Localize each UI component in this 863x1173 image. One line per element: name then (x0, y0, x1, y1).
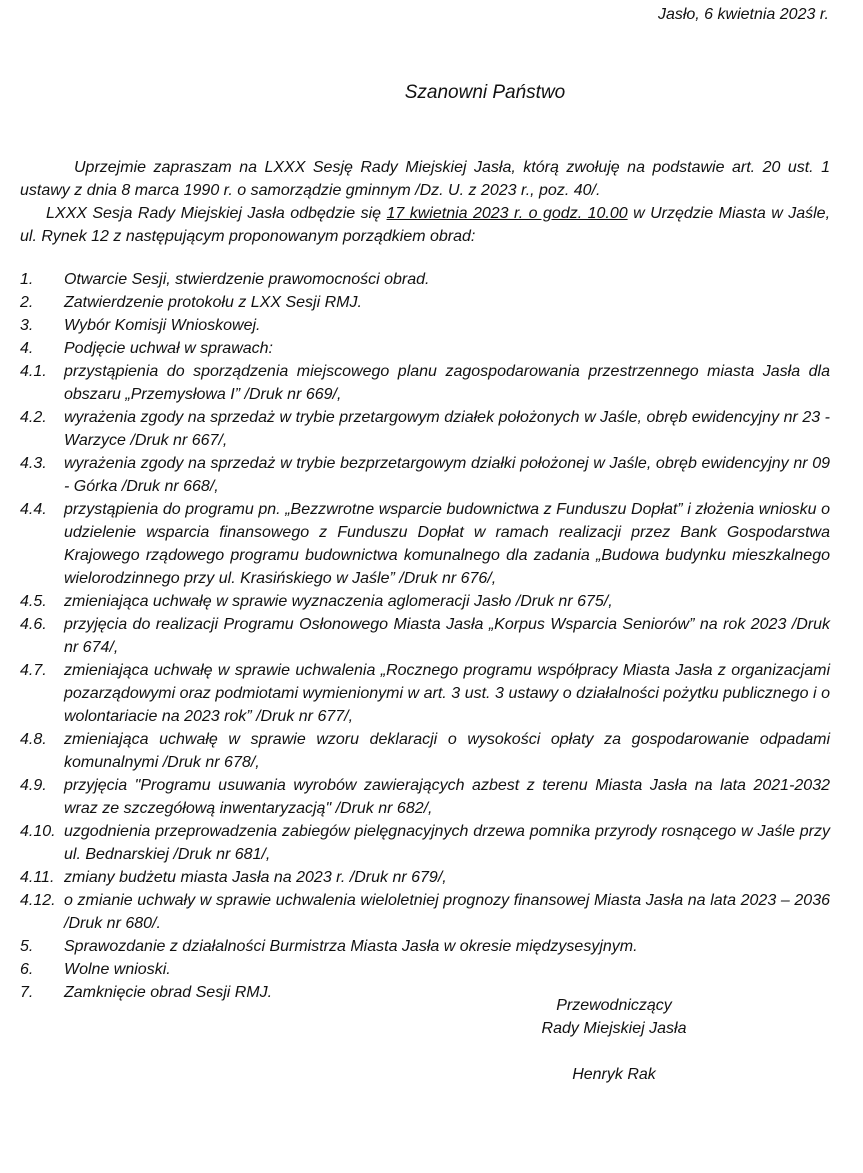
agenda-item-text: wyrażenia zgody na sprzedaż w trybie bezprzetargowym działki położonej w Jaśle, obręb ewidencyjny nr 09 - Górka /Druk nr 668/, (64, 455, 830, 495)
agenda-item-number: 3. (20, 317, 34, 334)
intro-paragraph-2-start: LXXX Sesja Rady Miejskiej Jasła odbędzie się (46, 205, 387, 222)
agenda-item-text: wyrażenia zgody na sprzedaż w trybie przetargowym działek położonych w Jaśle, obręb ewidencyjny nr 23 - Warzyce /Druk nr 667/, (64, 409, 830, 449)
agenda-item-number: 1. (20, 271, 34, 288)
agenda-item-text: Podjęcie uchwał w sprawach: (64, 340, 273, 357)
agenda-item (20, 498, 830, 590)
agenda-item (20, 314, 830, 337)
intro-paragraph-2-end: w Urzędzie Miasta w Jaśle, ul. Rynek 12 z następującym proponowanym porządkiem obrad: (20, 205, 831, 245)
agenda-item (20, 820, 830, 866)
agenda-item-text: przystąpienia do programu pn. „Bezzwrotne wsparcie budownictwa z Funduszu Dopłat” i złożenia wniosku o udzielenie wsparcia finansowego z Funduszu Dopłat w ramach realizacji przez Bank Gospodarstwa Krajowego rządowego programu budownictwa komunalnego dla zadania „Budowa budynku mieszkalnego wielorodzinnego przy ul. Krasińskiego w Jaśle” /Druk nr 676/, (64, 501, 830, 587)
agenda-item-number: 4.5. (20, 593, 47, 610)
agenda-item (20, 958, 830, 981)
agenda-item-text: o zmianie uchwały w sprawie uchwalenia wieloletniej prognozy finansowej Miasta Jasła na lata 2023 – 2036 /Druk nr 680/. (64, 892, 830, 932)
document-date: Jasło, 6 kwietnia 2023 r. (657, 6, 829, 23)
agenda-item-number: 5. (20, 938, 34, 955)
agenda-item-text: Zatwierdzenie protokołu z LXX Sesji RMJ. (64, 294, 362, 311)
agenda-item-text: zmieniająca uchwałę w sprawie wzoru deklaracji o wysokości opłaty za gospodarowanie odpadami komunalnymi /Druk nr 678/, (64, 731, 830, 771)
agenda-item-text: zmiany budżetu miasta Jasła na 2023 r. /Druk nr 679/, (64, 869, 447, 886)
signature-name: Henryk Rak (572, 1066, 656, 1083)
agenda-item-number: 6. (20, 961, 34, 978)
agenda-item-number: 4.10. (20, 823, 56, 840)
agenda-item-number: 4. (20, 340, 34, 357)
agenda-item-number: 7. (20, 984, 34, 1001)
agenda-item-number: 2. (20, 294, 34, 311)
agenda-item-text: Wybór Komisji Wnioskowej. (64, 317, 261, 334)
agenda-item-number: 4.8. (20, 731, 47, 748)
agenda-item (20, 659, 830, 728)
agenda-item-number: 4.2. (20, 409, 47, 426)
agenda-item (20, 452, 830, 498)
agenda-item (20, 337, 830, 360)
agenda-item (20, 590, 830, 613)
agenda-item-text: przystąpienia do sporządzenia miejscowego planu zagospodarowania przestrzennego miasta Jasła dla obszaru „Przemysłowa I” /Druk nr 669/, (64, 363, 830, 403)
signature-block (484, 994, 744, 1086)
greeting: Szanowni Państwo (404, 82, 566, 103)
agenda-item (20, 613, 830, 659)
agenda-item (20, 406, 830, 452)
agenda-item (20, 866, 830, 889)
agenda-item-text: Zamknięcie obrad Sesji RMJ. (64, 984, 273, 1001)
agenda-item-text: przyjęcia "Programu usuwania wyrobów zawierających azbest z terenu Miasta Jasła na lata 2021-2032 wraz ze szczegółową inwentaryzacją" /Druk nr 682/, (64, 777, 830, 817)
intro-paragraph-2 (20, 202, 830, 248)
signature-organization: Rady Miejskiej Jasła (541, 1020, 687, 1037)
agenda-item-text: zmieniająca uchwałę w sprawie uchwalenia „Rocznego programu współpracy Miasta Jasła z organizacjami pozarządowymi oraz podmiotami wymienionymi w art. 3 ust. 3 ustawy o działalności pożytku publicznego i o wolontariacie na 2023 rok” /Druk nr 677/, (64, 662, 830, 725)
agenda-item (20, 774, 830, 820)
agenda-item-text: Sprawozdanie z działalności Burmistrza Miasta Jasła w okresie międzysesyjnym. (64, 938, 638, 955)
agenda-list (20, 268, 830, 1004)
agenda-item-number: 4.6. (20, 616, 47, 633)
agenda-item-text: Wolne wnioski. (64, 961, 171, 978)
agenda-item (20, 889, 830, 935)
agenda-item-number: 4.3. (20, 455, 47, 472)
agenda-item-text: Otwarcie Sesji, stwierdzenie prawomocności obrad. (64, 271, 430, 288)
agenda-item-number: 4.12. (20, 892, 56, 909)
agenda-item-text: zmieniająca uchwałę w sprawie wyznaczenia aglomeracji Jasło /Druk nr 675/, (64, 593, 613, 610)
agenda-item-number: 4.7. (20, 662, 47, 679)
session-date-time: 17 kwietnia 2023 r. o godz. 10.00 (386, 205, 628, 222)
intro-paragraph-1: Uprzejmie zapraszam na LXXX Sesję Rady Miejskiej Jasła, którą zwołuję na podstawie art. 20 ust. 1 ustawy z dnia 8 marca 1990 r. o samorządzie gminnym /Dz. U. z 2023 r., poz. 40/. (20, 159, 830, 199)
agenda-item (20, 268, 830, 291)
agenda-item (20, 360, 830, 406)
signature-title: Przewodniczący (556, 997, 672, 1014)
agenda-item (20, 935, 830, 958)
agenda-item-number: 4.9. (20, 777, 47, 794)
agenda-item-number: 4.1. (20, 363, 47, 380)
agenda-item-text: uzgodnienia przeprowadzenia zabiegów pielęgnacyjnych drzewa pomnika przyrody rosnącego w Jaśle przy ul. Bednarskiej /Druk nr 681/, (64, 823, 830, 863)
agenda-item-text: przyjęcia do realizacji Programu Osłonowego Miasta Jasła „Korpus Wsparcia Seniorów” na rok 2023 /Druk nr 674/, (64, 616, 830, 656)
agenda-item (20, 728, 830, 774)
agenda-item-number: 4.11. (20, 869, 55, 886)
intro-section (20, 156, 830, 248)
agenda-item-number: 4.4. (20, 501, 47, 518)
agenda-item (20, 291, 830, 314)
